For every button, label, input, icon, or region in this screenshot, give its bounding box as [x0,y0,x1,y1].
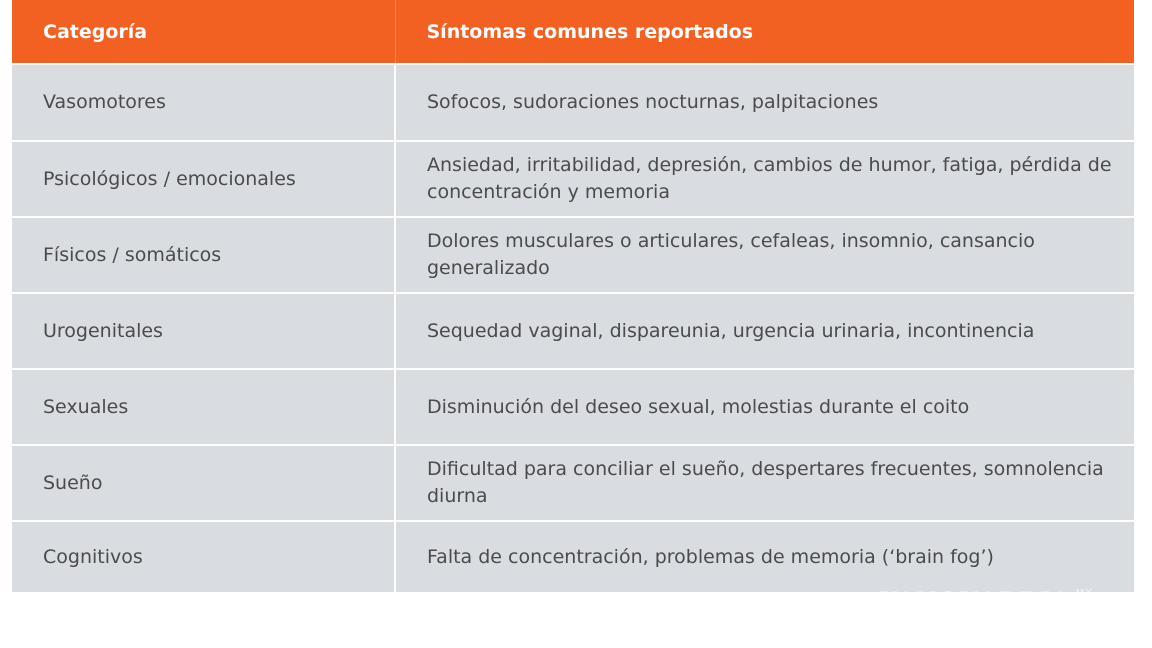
cell-symptoms: Dolores musculares o articulares, cefaleas, insomnio, cansancio generalizado [395,217,1134,293]
table-row [12,445,1134,521]
watermark-text: VANGUARDIA [880,588,1072,614]
table-header-row [12,0,1134,64]
cell-symptoms: Sequedad vaginal, dispareunia, urgencia urinaria, incontinencia [395,293,1134,369]
table-row [12,64,1134,141]
table-row [12,521,1134,592]
cell-symptoms: Dificultad para conciliar el sueño, despertares frecuentes, somnolencia diurna [395,445,1134,521]
cell-category: Urogenitales [12,293,395,369]
cell-category: Cognitivos [12,521,395,592]
cell-symptoms: Ansiedad, irritabilidad, depresión, cambios de humor, fatiga, pérdida de concentración y memoria [395,141,1134,217]
header-symptoms: Síntomas comunes reportados [395,0,1134,64]
cell-category: Psicológicos / emocionales [12,141,395,217]
cell-symptoms: Sofocos, sudoraciones nocturnas, palpitaciones [395,64,1134,141]
table-row [12,217,1134,293]
table-row [12,141,1134,217]
watermark-logo [880,588,1093,614]
cell-category: Vasomotores [12,64,395,141]
cell-category: Físicos / somáticos [12,217,395,293]
table-row [12,369,1134,445]
header-category: Categoría [12,0,395,64]
table-row [12,293,1134,369]
cell-category: Sueño [12,445,395,521]
cell-symptoms: Disminución del deseo sexual, molestias durante el coito [395,369,1134,445]
symptoms-table [12,0,1134,592]
cell-category: Sexuales [12,369,395,445]
watermark-suffix: MX [1075,588,1094,599]
cell-symptoms: Falta de concentración, problemas de memoria (‘brain fog’) [395,521,1134,592]
